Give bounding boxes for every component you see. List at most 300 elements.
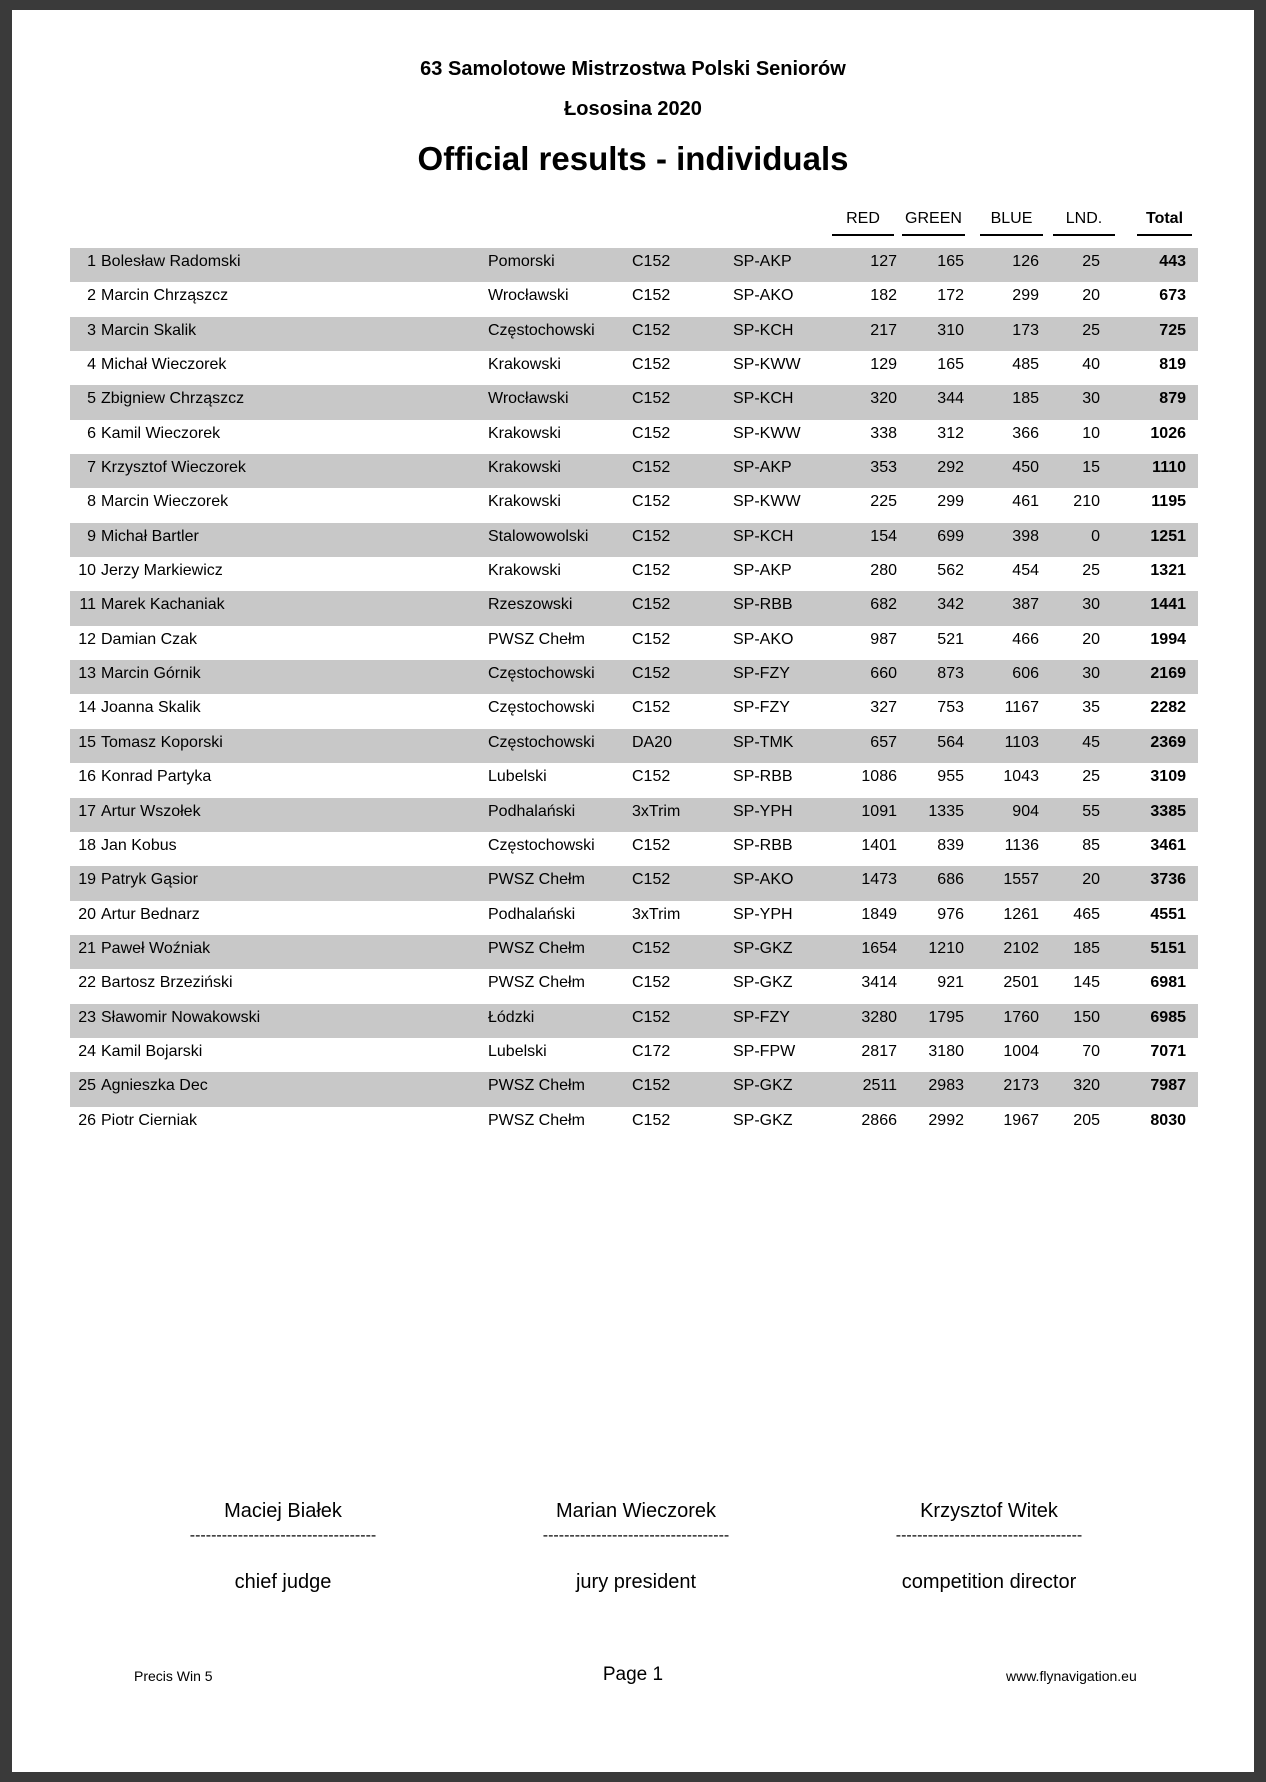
table-row xyxy=(70,832,1198,866)
column-header-total-underline xyxy=(1137,234,1192,236)
signature-name: Krzysztof Witek xyxy=(920,1500,1058,1522)
cell-lnd: 40 xyxy=(1082,356,1100,374)
cell-reg: SP-RBB xyxy=(733,596,793,614)
cell-total: 5151 xyxy=(1150,939,1186,957)
cell-blue: 1004 xyxy=(1003,1042,1039,1060)
cell-total: 443 xyxy=(1159,253,1186,270)
cell-num: 4 xyxy=(87,356,96,374)
event-title: 63 Samolotowe Mistrzostwa Polski Seniorów xyxy=(420,58,846,80)
cell-name: Kamil Wieczorek xyxy=(101,424,221,442)
cell-num: 10 xyxy=(78,562,96,580)
cell-plane: C152 xyxy=(632,665,671,683)
table-row xyxy=(70,626,1198,660)
cell-lnd: 15 xyxy=(1082,459,1100,477)
cell-club: PWSZ Chełm xyxy=(488,1077,585,1095)
cell-total: 1994 xyxy=(1150,630,1186,648)
cell-green: 2992 xyxy=(928,1111,964,1129)
table-row xyxy=(70,1004,1198,1038)
cell-plane: C152 xyxy=(632,871,671,889)
cell-blue: 126 xyxy=(1012,253,1039,270)
table-row xyxy=(70,1107,1198,1141)
cell-name: Marcin Skalik xyxy=(101,321,197,339)
table-row xyxy=(70,1072,1198,1106)
table-row xyxy=(70,660,1198,694)
cell-green: 753 xyxy=(937,699,964,717)
cell-plane: C152 xyxy=(632,630,671,648)
cell-num: 26 xyxy=(78,1111,96,1129)
cell-green: 165 xyxy=(937,253,964,270)
cell-reg: SP-GKZ xyxy=(733,939,793,957)
cell-num: 1 xyxy=(87,253,96,270)
cell-total: 1441 xyxy=(1150,596,1186,614)
table-row xyxy=(70,798,1198,832)
signature-line: ----------------------------------- xyxy=(189,1527,377,1544)
cell-plane: C152 xyxy=(632,527,671,545)
cell-red: 1086 xyxy=(861,768,897,786)
cell-lnd: 70 xyxy=(1082,1042,1100,1060)
cell-lnd: 145 xyxy=(1073,974,1100,992)
cell-red: 280 xyxy=(870,562,897,580)
cell-red: 660 xyxy=(870,665,897,683)
cell-lnd: 45 xyxy=(1082,733,1100,751)
cell-red: 129 xyxy=(870,356,897,374)
cell-red: 338 xyxy=(870,424,897,442)
cell-plane: C152 xyxy=(632,493,671,511)
cell-club: Częstochowski xyxy=(488,699,595,717)
cell-blue: 299 xyxy=(1012,287,1039,305)
cell-club: Krakowski xyxy=(488,459,561,477)
cell-club: PWSZ Chełm xyxy=(488,1111,585,1129)
cell-lnd: 20 xyxy=(1082,871,1100,889)
cell-num: 22 xyxy=(78,974,96,992)
cell-lnd: 30 xyxy=(1082,665,1100,683)
cell-lnd: 185 xyxy=(1073,939,1100,957)
cell-total: 2282 xyxy=(1150,699,1186,717)
cell-red: 2511 xyxy=(862,1077,897,1095)
cell-name: Damian Czak xyxy=(101,630,198,648)
cell-lnd: 210 xyxy=(1073,493,1100,511)
signature-role: jury president xyxy=(575,1571,697,1593)
column-header-total-label: Total xyxy=(1145,210,1184,227)
cell-lnd: 320 xyxy=(1073,1077,1100,1095)
cell-reg: SP-GKZ xyxy=(733,974,793,992)
cell-lnd: 0 xyxy=(1091,527,1100,545)
table-row xyxy=(70,694,1198,728)
cell-blue: 2102 xyxy=(1003,939,1039,957)
cell-total: 3461 xyxy=(1150,836,1186,854)
cell-green: 1795 xyxy=(928,1008,964,1026)
cell-plane: C152 xyxy=(632,253,671,270)
cell-name: Joanna Skalik xyxy=(101,699,201,717)
table-row xyxy=(70,248,1198,282)
cell-num: 23 xyxy=(78,1008,96,1026)
table-row xyxy=(70,763,1198,797)
table-row xyxy=(70,901,1198,935)
cell-red: 1473 xyxy=(861,871,897,889)
cell-name: Marcin Chrząszcz xyxy=(101,287,229,305)
cell-blue: 2173 xyxy=(1003,1077,1039,1095)
cell-reg: SP-AKO xyxy=(733,871,794,889)
cell-green: 165 xyxy=(937,356,964,374)
cell-plane: C152 xyxy=(632,699,671,717)
cell-lnd: 20 xyxy=(1082,287,1100,305)
cell-plane: C172 xyxy=(632,1042,671,1060)
results-table xyxy=(70,248,1198,1141)
cell-lnd: 25 xyxy=(1082,562,1100,580)
cell-plane: C152 xyxy=(632,1111,671,1129)
cell-reg: SP-RBB xyxy=(733,836,793,854)
cell-total: 1026 xyxy=(1150,424,1186,442)
signature-name: Maciej Białek xyxy=(224,1500,342,1522)
cell-name: Bolesław Radomski xyxy=(101,253,241,270)
cell-name: Tomasz Koporski xyxy=(101,733,223,751)
cell-reg: SP-KCH xyxy=(733,321,794,339)
cell-green: 342 xyxy=(937,596,964,614)
cell-blue: 398 xyxy=(1012,527,1039,545)
cell-blue: 904 xyxy=(1012,802,1039,820)
cell-green: 699 xyxy=(937,527,964,545)
cell-green: 310 xyxy=(937,321,964,339)
cell-num: 17 xyxy=(78,802,96,820)
cell-blue: 606 xyxy=(1012,665,1039,683)
cell-name: Paweł Woźniak xyxy=(101,939,211,957)
cell-club: Pomorski xyxy=(488,253,555,270)
cell-lnd: 30 xyxy=(1082,596,1100,614)
cell-reg: SP-TMK xyxy=(733,733,794,751)
cell-name: Artur Bednarz xyxy=(101,905,200,923)
cell-blue: 1261 xyxy=(1003,905,1039,923)
cell-total: 4551 xyxy=(1150,905,1186,923)
cell-red: 320 xyxy=(870,390,897,408)
cell-name: Konrad Partyka xyxy=(101,768,212,786)
cell-reg: SP-FZY xyxy=(733,1008,790,1026)
cell-red: 154 xyxy=(870,527,897,545)
cell-plane: C152 xyxy=(632,321,671,339)
cell-num: 14 xyxy=(78,699,96,717)
cell-reg: SP-YPH xyxy=(733,905,793,923)
cell-reg: SP-KWW xyxy=(733,356,801,374)
cell-total: 6981 xyxy=(1150,974,1186,992)
cell-red: 987 xyxy=(870,630,897,648)
table-row xyxy=(70,420,1198,454)
cell-reg: SP-KCH xyxy=(733,390,794,408)
cell-plane: DA20 xyxy=(632,733,673,751)
cell-green: 521 xyxy=(937,630,964,648)
cell-club: Częstochowski xyxy=(488,836,595,854)
cell-club: Krakowski xyxy=(488,424,561,442)
cell-name: Michał Bartler xyxy=(101,527,199,545)
cell-lnd: 465 xyxy=(1073,905,1100,923)
table-row xyxy=(70,969,1198,1003)
signature-line: ----------------------------------- xyxy=(895,1527,1083,1544)
cell-reg: SP-FZY xyxy=(733,699,790,717)
cell-club: Częstochowski xyxy=(488,733,595,751)
cell-green: 172 xyxy=(937,287,964,305)
column-header-blue xyxy=(980,210,1043,236)
signature-role: competition director xyxy=(901,1571,1077,1593)
cell-blue: 466 xyxy=(1012,630,1039,648)
cell-total: 879 xyxy=(1159,390,1186,408)
cell-num: 8 xyxy=(87,493,96,511)
table-row xyxy=(70,1038,1198,1072)
cell-total: 8030 xyxy=(1150,1111,1186,1129)
cell-total: 673 xyxy=(1159,287,1186,305)
cell-total: 2369 xyxy=(1150,733,1186,751)
cell-num: 21 xyxy=(78,939,96,957)
cell-num: 12 xyxy=(78,630,96,648)
cell-red: 327 xyxy=(870,699,897,717)
cell-plane: C152 xyxy=(632,356,671,374)
cell-reg: SP-YPH xyxy=(733,802,793,820)
footer-software: Precis Win 5 xyxy=(134,1668,213,1684)
cell-green: 873 xyxy=(937,665,964,683)
cell-club: Rzeszowski xyxy=(488,596,573,614)
cell-total: 3109 xyxy=(1150,768,1186,786)
cell-name: Marcin Wieczorek xyxy=(101,493,229,511)
cell-total: 1251 xyxy=(1150,527,1186,545)
cell-reg: SP-RBB xyxy=(733,768,793,786)
cell-green: 562 xyxy=(937,562,964,580)
cell-plane: C152 xyxy=(632,974,671,992)
cell-green: 955 xyxy=(937,768,964,786)
column-header-blue-label: BLUE xyxy=(990,210,1033,227)
column-header-red-underline xyxy=(832,234,894,236)
cell-name: Sławomir Nowakowski xyxy=(101,1008,261,1026)
cell-total: 1195 xyxy=(1151,493,1186,511)
cell-plane: C152 xyxy=(632,562,671,580)
cell-reg: SP-AKO xyxy=(733,630,794,648)
cell-club: PWSZ Chełm xyxy=(488,630,585,648)
cell-green: 292 xyxy=(937,459,964,477)
cell-lnd: 55 xyxy=(1082,802,1100,820)
cell-club: Krakowski xyxy=(488,356,561,374)
cell-name: Michał Wieczorek xyxy=(101,356,227,374)
cell-red: 3414 xyxy=(861,974,897,992)
cell-red: 127 xyxy=(870,253,897,270)
cell-red: 217 xyxy=(870,321,897,339)
cell-club: PWSZ Chełm xyxy=(488,974,585,992)
cell-reg: SP-AKP xyxy=(733,562,792,580)
cell-num: 3 xyxy=(87,321,96,339)
table-row xyxy=(70,488,1198,522)
cell-reg: SP-AKP xyxy=(733,459,792,477)
cell-reg: SP-GKZ xyxy=(733,1077,793,1095)
table-row xyxy=(70,454,1198,488)
cell-plane: C152 xyxy=(632,287,671,305)
table-row xyxy=(70,935,1198,969)
cell-reg: SP-KWW xyxy=(733,493,801,511)
cell-reg: SP-FZY xyxy=(733,665,790,683)
cell-lnd: 25 xyxy=(1082,253,1100,270)
cell-lnd: 205 xyxy=(1073,1111,1100,1129)
cell-blue: 366 xyxy=(1012,424,1039,442)
cell-reg: SP-KCH xyxy=(733,527,794,545)
cell-blue: 1167 xyxy=(1004,699,1039,717)
cell-plane: C152 xyxy=(632,836,671,854)
signature-block-jury-president xyxy=(506,1500,766,1594)
cell-blue: 454 xyxy=(1012,562,1039,580)
cell-plane: C152 xyxy=(632,939,671,957)
cell-num: 9 xyxy=(87,527,96,545)
cell-plane: C152 xyxy=(632,424,671,442)
cell-total: 725 xyxy=(1159,321,1186,339)
cell-club: Łódzki xyxy=(488,1008,535,1026)
cell-num: 2 xyxy=(87,287,96,305)
cell-lnd: 20 xyxy=(1082,630,1100,648)
table-row xyxy=(70,385,1198,419)
table-row xyxy=(70,866,1198,900)
cell-name: Artur Wszołek xyxy=(101,802,201,820)
cell-total: 1321 xyxy=(1150,562,1186,580)
cell-plane: 3xTrim xyxy=(632,802,681,820)
cell-club: Podhalański xyxy=(488,802,576,820)
cell-club: Krakowski xyxy=(488,493,561,511)
cell-blue: 1136 xyxy=(1004,836,1039,854)
cell-green: 976 xyxy=(937,905,964,923)
cell-name: Marcin Górnik xyxy=(101,665,201,683)
cell-red: 2817 xyxy=(861,1042,897,1060)
cell-name: Piotr Cierniak xyxy=(101,1111,198,1129)
table-row xyxy=(70,317,1198,351)
cell-green: 839 xyxy=(937,836,964,854)
cell-blue: 185 xyxy=(1012,390,1039,408)
table-row xyxy=(70,591,1198,625)
cell-blue: 1967 xyxy=(1003,1111,1039,1129)
page-title: Official results - individuals xyxy=(417,140,849,177)
cell-blue: 450 xyxy=(1012,459,1039,477)
column-header-lnd-label: LND. xyxy=(1065,210,1103,227)
table-row xyxy=(70,351,1198,385)
cell-plane: C152 xyxy=(632,1008,671,1026)
column-header-red xyxy=(832,210,894,236)
cell-green: 299 xyxy=(937,493,964,511)
cell-num: 13 xyxy=(78,665,96,683)
table-row xyxy=(70,729,1198,763)
cell-red: 657 xyxy=(870,733,897,751)
cell-total: 6985 xyxy=(1150,1008,1186,1026)
cell-num: 25 xyxy=(78,1077,96,1095)
cell-club: Częstochowski xyxy=(488,665,595,683)
cell-lnd: 85 xyxy=(1082,836,1100,854)
column-header-lnd-underline xyxy=(1053,234,1115,236)
cell-red: 2866 xyxy=(861,1111,897,1129)
cell-green: 312 xyxy=(937,424,964,442)
cell-club: Częstochowski xyxy=(488,321,595,339)
cell-reg: SP-AKP xyxy=(733,253,792,270)
cell-red: 1654 xyxy=(861,939,897,957)
cell-plane: C152 xyxy=(632,768,671,786)
cell-club: PWSZ Chełm xyxy=(488,871,585,889)
cell-lnd: 25 xyxy=(1082,768,1100,786)
column-header-blue-underline xyxy=(980,234,1043,236)
cell-reg: SP-FPW xyxy=(733,1042,796,1060)
signature-line: ----------------------------------- xyxy=(542,1527,730,1544)
cell-name: Krzysztof Wieczorek xyxy=(101,459,246,477)
cell-lnd: 10 xyxy=(1082,424,1100,442)
cell-blue: 1760 xyxy=(1003,1008,1039,1026)
cell-reg: SP-GKZ xyxy=(733,1111,793,1129)
cell-blue: 461 xyxy=(1012,493,1039,511)
cell-plane: C152 xyxy=(632,459,671,477)
cell-club: Stalowowolski xyxy=(488,527,589,545)
cell-num: 15 xyxy=(78,733,96,751)
cell-blue: 485 xyxy=(1012,356,1039,374)
cell-num: 24 xyxy=(78,1042,96,1060)
cell-plane: C152 xyxy=(632,1077,671,1095)
cell-name: Zbigniew Chrząszcz xyxy=(101,390,245,408)
cell-blue: 1043 xyxy=(1003,768,1039,786)
cell-lnd: 25 xyxy=(1082,321,1100,339)
cell-red: 1849 xyxy=(861,905,897,923)
cell-name: Agnieszka Dec xyxy=(101,1077,208,1095)
cell-name: Kamil Bojarski xyxy=(101,1042,203,1060)
cell-total: 3385 xyxy=(1150,802,1186,820)
column-header-lnd xyxy=(1053,210,1115,236)
column-header-green-underline xyxy=(902,234,965,236)
cell-name: Jan Kobus xyxy=(101,836,177,854)
cell-num: 7 xyxy=(87,459,96,477)
cell-lnd: 150 xyxy=(1073,1008,1100,1026)
cell-blue: 2501 xyxy=(1003,974,1039,992)
cell-num: 5 xyxy=(87,390,96,408)
cell-red: 1091 xyxy=(861,802,897,820)
column-header-green-label: GREEN xyxy=(905,210,962,227)
cell-club: Lubelski xyxy=(488,768,547,786)
cell-lnd: 30 xyxy=(1082,390,1100,408)
event-location: Łososina 2020 xyxy=(564,98,702,120)
cell-plane: C152 xyxy=(632,390,671,408)
cell-total: 2169 xyxy=(1150,665,1186,683)
cell-club: Krakowski xyxy=(488,562,561,580)
cell-club: Wrocławski xyxy=(488,390,569,408)
cell-num: 18 xyxy=(78,836,96,854)
cell-red: 3280 xyxy=(861,1008,897,1026)
footer-page-number: Page 1 xyxy=(602,1664,664,1685)
cell-name: Bartosz Brzeziński xyxy=(101,974,233,992)
cell-green: 1335 xyxy=(928,802,964,820)
cell-num: 6 xyxy=(87,424,96,442)
cell-blue: 1557 xyxy=(1003,871,1039,889)
cell-num: 16 xyxy=(78,768,96,786)
cell-green: 1210 xyxy=(928,939,964,957)
footer-website: www.flynavigation.eu xyxy=(1006,1668,1137,1684)
column-header-green xyxy=(902,210,965,236)
cell-plane: C152 xyxy=(632,596,671,614)
cell-name: Jerzy Markiewicz xyxy=(101,562,223,580)
cell-green: 3180 xyxy=(928,1042,964,1060)
signature-role: chief judge xyxy=(234,1571,332,1593)
cell-club: Wrocławski xyxy=(488,287,569,305)
cell-red: 353 xyxy=(870,459,897,477)
cell-reg: SP-KWW xyxy=(733,424,801,442)
table-row xyxy=(70,523,1198,557)
cell-red: 182 xyxy=(870,287,897,305)
cell-total: 819 xyxy=(1159,356,1186,374)
cell-green: 564 xyxy=(937,733,964,751)
cell-green: 2983 xyxy=(928,1077,964,1095)
cell-blue: 387 xyxy=(1012,596,1039,614)
table-row xyxy=(70,557,1198,591)
cell-num: 19 xyxy=(78,871,96,889)
cell-club: Lubelski xyxy=(488,1042,547,1060)
cell-total: 3736 xyxy=(1150,871,1186,889)
cell-green: 686 xyxy=(937,871,964,889)
cell-green: 344 xyxy=(937,390,964,408)
column-header-red-label: RED xyxy=(846,210,880,227)
signature-block-competition-director xyxy=(859,1500,1119,1594)
cell-total: 7987 xyxy=(1150,1077,1186,1095)
cell-red: 682 xyxy=(870,596,897,614)
